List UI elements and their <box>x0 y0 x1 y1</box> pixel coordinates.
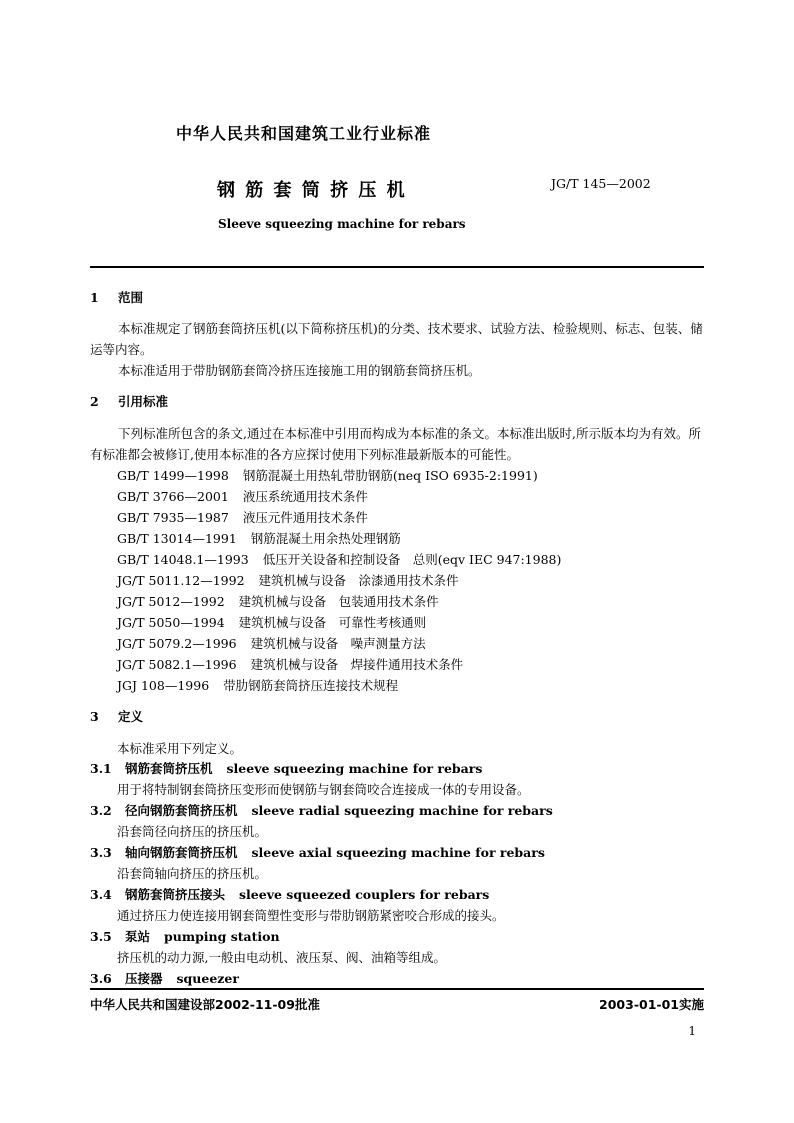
page-number: 1 <box>688 1024 696 1038</box>
section-number: 1 <box>90 290 99 305</box>
reference-item: GB/T 14048.1—1993 低压开关设备和控制设备 总则(eqv IEC 947:1988) <box>117 552 562 567</box>
reference-item: JG/T 5011.12—1992 建筑机械与设备 涂漆通用技术条件 <box>117 573 459 588</box>
issuing-authority: 中华人民共和国建筑工业行业标准 <box>176 124 432 143</box>
section-title: 引用标准 <box>118 394 169 409</box>
reference-item: JG/T 5079.2—1996 建筑机械与设备 噪声测量方法 <box>117 636 426 651</box>
header-rule <box>90 266 704 268</box>
definition-body: 通过挤压力使连接用钢套筒塑性变形与带肋钢筋紧密咬合形成的接头。 <box>117 908 505 923</box>
section-1-paragraph-1: 本标准规定了钢筋套筒挤压机(以下简称挤压机)的分类、技术要求、试验方法、检验规则、标志、包装、储运等内容。 <box>90 321 703 357</box>
section-number: 2 <box>90 394 99 409</box>
definition-body: 沿套筒径向挤压的挤压机。 <box>117 824 268 839</box>
section-number: 3 <box>90 709 99 724</box>
reference-item: JGJ 108—1996 带肋钢筋套筒挤压连接技术规程 <box>117 678 399 693</box>
effective-date: 2003-01-01实施 <box>599 997 704 1012</box>
approval-line: 中华人民共和国建设部2002-11-09批准 <box>90 997 320 1012</box>
definition-heading: 3.5 泵站 pumping station <box>90 929 280 944</box>
document-title: 钢 筋 套 筒 挤 压 机 <box>217 180 407 201</box>
definition-body: 用于将特制钢套筒挤压变形而使钢筋与钢套筒咬合连接成一体的专用设备。 <box>117 782 530 797</box>
section-title: 范围 <box>118 290 144 305</box>
section-3-heading <box>90 707 143 725</box>
section-title: 定义 <box>118 709 144 724</box>
english-title: Sleeve squeezing machine for rebars <box>218 217 466 231</box>
reference-item: JG/T 5082.1—1996 建筑机械与设备 焊接件通用技术条件 <box>117 657 464 672</box>
section-2-intro: 下列标准所包含的条文,通过在本标准中引用而构成为本标准的条文。本标准出版时,所示版本均为有效。所有标准都会被修订,使用本标准的各方应探讨使用下列标准最新版本的可能性。 <box>90 426 701 462</box>
section-3-intro: 本标准采用下列定义。 <box>117 741 243 756</box>
footer-rule <box>90 988 704 990</box>
standard-number: JG/T 145—2002 <box>551 176 651 191</box>
reference-item: GB/T 1499—1998 钢筋混凝土用热轧带肋钢筋(neq ISO 6935-2:1991) <box>117 468 538 483</box>
section-1-paragraph-2: 本标准适用于带肋钢筋套筒冷挤压连接施工用的钢筋套筒挤压机。 <box>118 363 481 378</box>
definition-heading: 3.1 钢筋套筒挤压机 sleeve squeezing machine for rebars <box>90 761 483 776</box>
definition-heading: 3.6 压接器 squeezer <box>90 971 239 986</box>
reference-item: GB/T 13014—1991 钢筋混凝土用余热处理钢筋 <box>117 531 401 546</box>
reference-item: GB/T 3766—2001 液压系统通用技术条件 <box>117 489 368 504</box>
definition-body: 沿套筒轴向挤压的挤压机。 <box>117 866 268 881</box>
reference-item: JG/T 5012—1992 建筑机械与设备 包装通用技术条件 <box>117 594 439 609</box>
definition-body: 挤压机的动力源,一般由电动机、液压泵、阀、油箱等组成。 <box>117 950 446 965</box>
section-2-heading <box>90 392 168 410</box>
reference-item: GB/T 7935—1987 液压元件通用技术条件 <box>117 510 368 525</box>
definition-heading: 3.2 径向钢筋套筒挤压机 sleeve radial squeezing machine for rebars <box>90 803 553 818</box>
definition-heading: 3.3 轴向钢筋套筒挤压机 sleeve axial squeezing machine for rebars <box>90 845 545 860</box>
definition-heading: 3.4 钢筋套筒挤压接头 sleeve squeezed couplers for rebars <box>90 887 490 902</box>
section-1-heading <box>90 288 143 306</box>
reference-item: JG/T 5050—1994 建筑机械与设备 可靠性考核通则 <box>117 615 427 630</box>
